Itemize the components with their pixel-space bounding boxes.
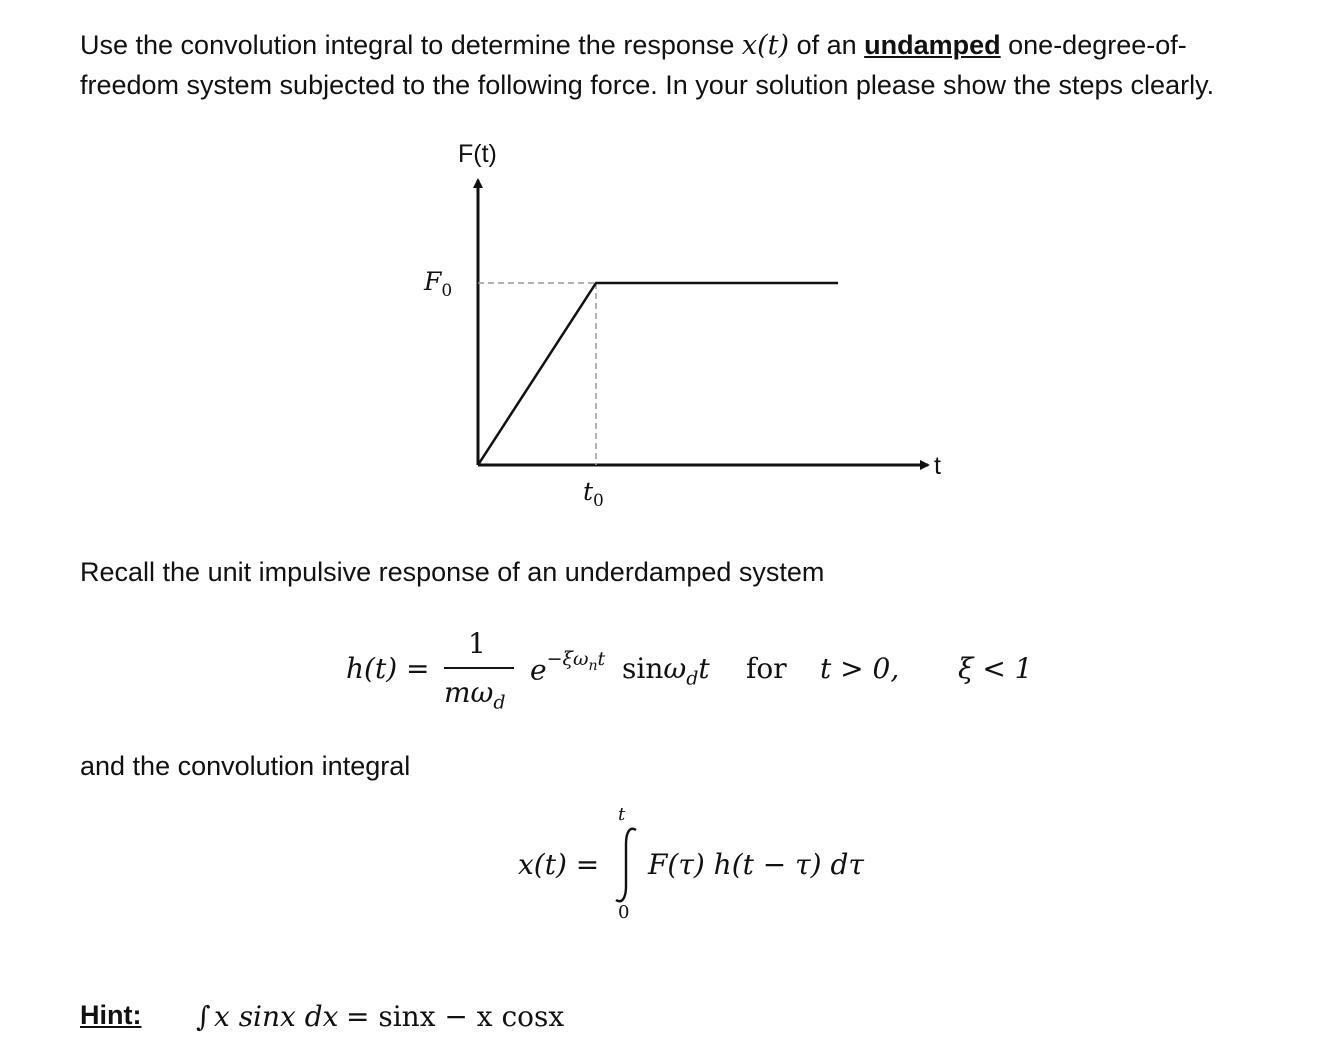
hint-result: = sinx − x cosx	[346, 1000, 565, 1033]
lower-limit: 0	[618, 902, 630, 923]
intro-text-mid: of an	[789, 30, 865, 60]
condition-t: t > 0,	[820, 652, 900, 685]
x-lhs: x(t) =	[518, 848, 600, 881]
recall-text: Recall the unit impulsive response of an underdamped system	[80, 557, 825, 587]
fraction-numerator: 1	[468, 627, 486, 660]
hint-integral-sign: ∫	[196, 1000, 211, 1033]
undamped-emphasis: undamped	[864, 30, 1001, 60]
for-word: for	[746, 652, 787, 685]
hint-integrand: x sinx dx	[214, 1000, 339, 1033]
intro-text-end: one-degree-of-	[1000, 30, 1187, 60]
upper-limit: t	[618, 804, 626, 825]
response-variable: x(t)	[741, 30, 790, 61]
force-curve	[478, 283, 838, 465]
x-axis-label: t	[934, 452, 941, 480]
fraction-bar	[444, 667, 514, 669]
fraction-denominator: $m\omega_d$	[444, 676, 506, 714]
sine-term: sinω$_d$t	[622, 652, 710, 690]
h-lhs: h(t) =	[346, 652, 430, 685]
intro-line-2: freedom system subjected to the following force. In your solution please show the steps clearly.	[80, 70, 1215, 100]
hint-label: Hint:	[80, 1000, 142, 1030]
t0-label: $t_0$	[583, 477, 604, 511]
f0-label: $F_0$	[424, 267, 453, 301]
integral-sign	[612, 826, 642, 904]
condition-xi: ξ < 1	[958, 652, 1033, 685]
and-text: and the convolution integral	[80, 751, 411, 781]
intro-text-start: Use the convolution integral to determine the response	[80, 30, 742, 60]
exponential-term: $e^{-\xi\omega_nt}$	[530, 648, 606, 687]
y-axis-label: F(t)	[458, 140, 497, 168]
integrand: F(τ) h(t − τ) dτ	[648, 848, 864, 881]
